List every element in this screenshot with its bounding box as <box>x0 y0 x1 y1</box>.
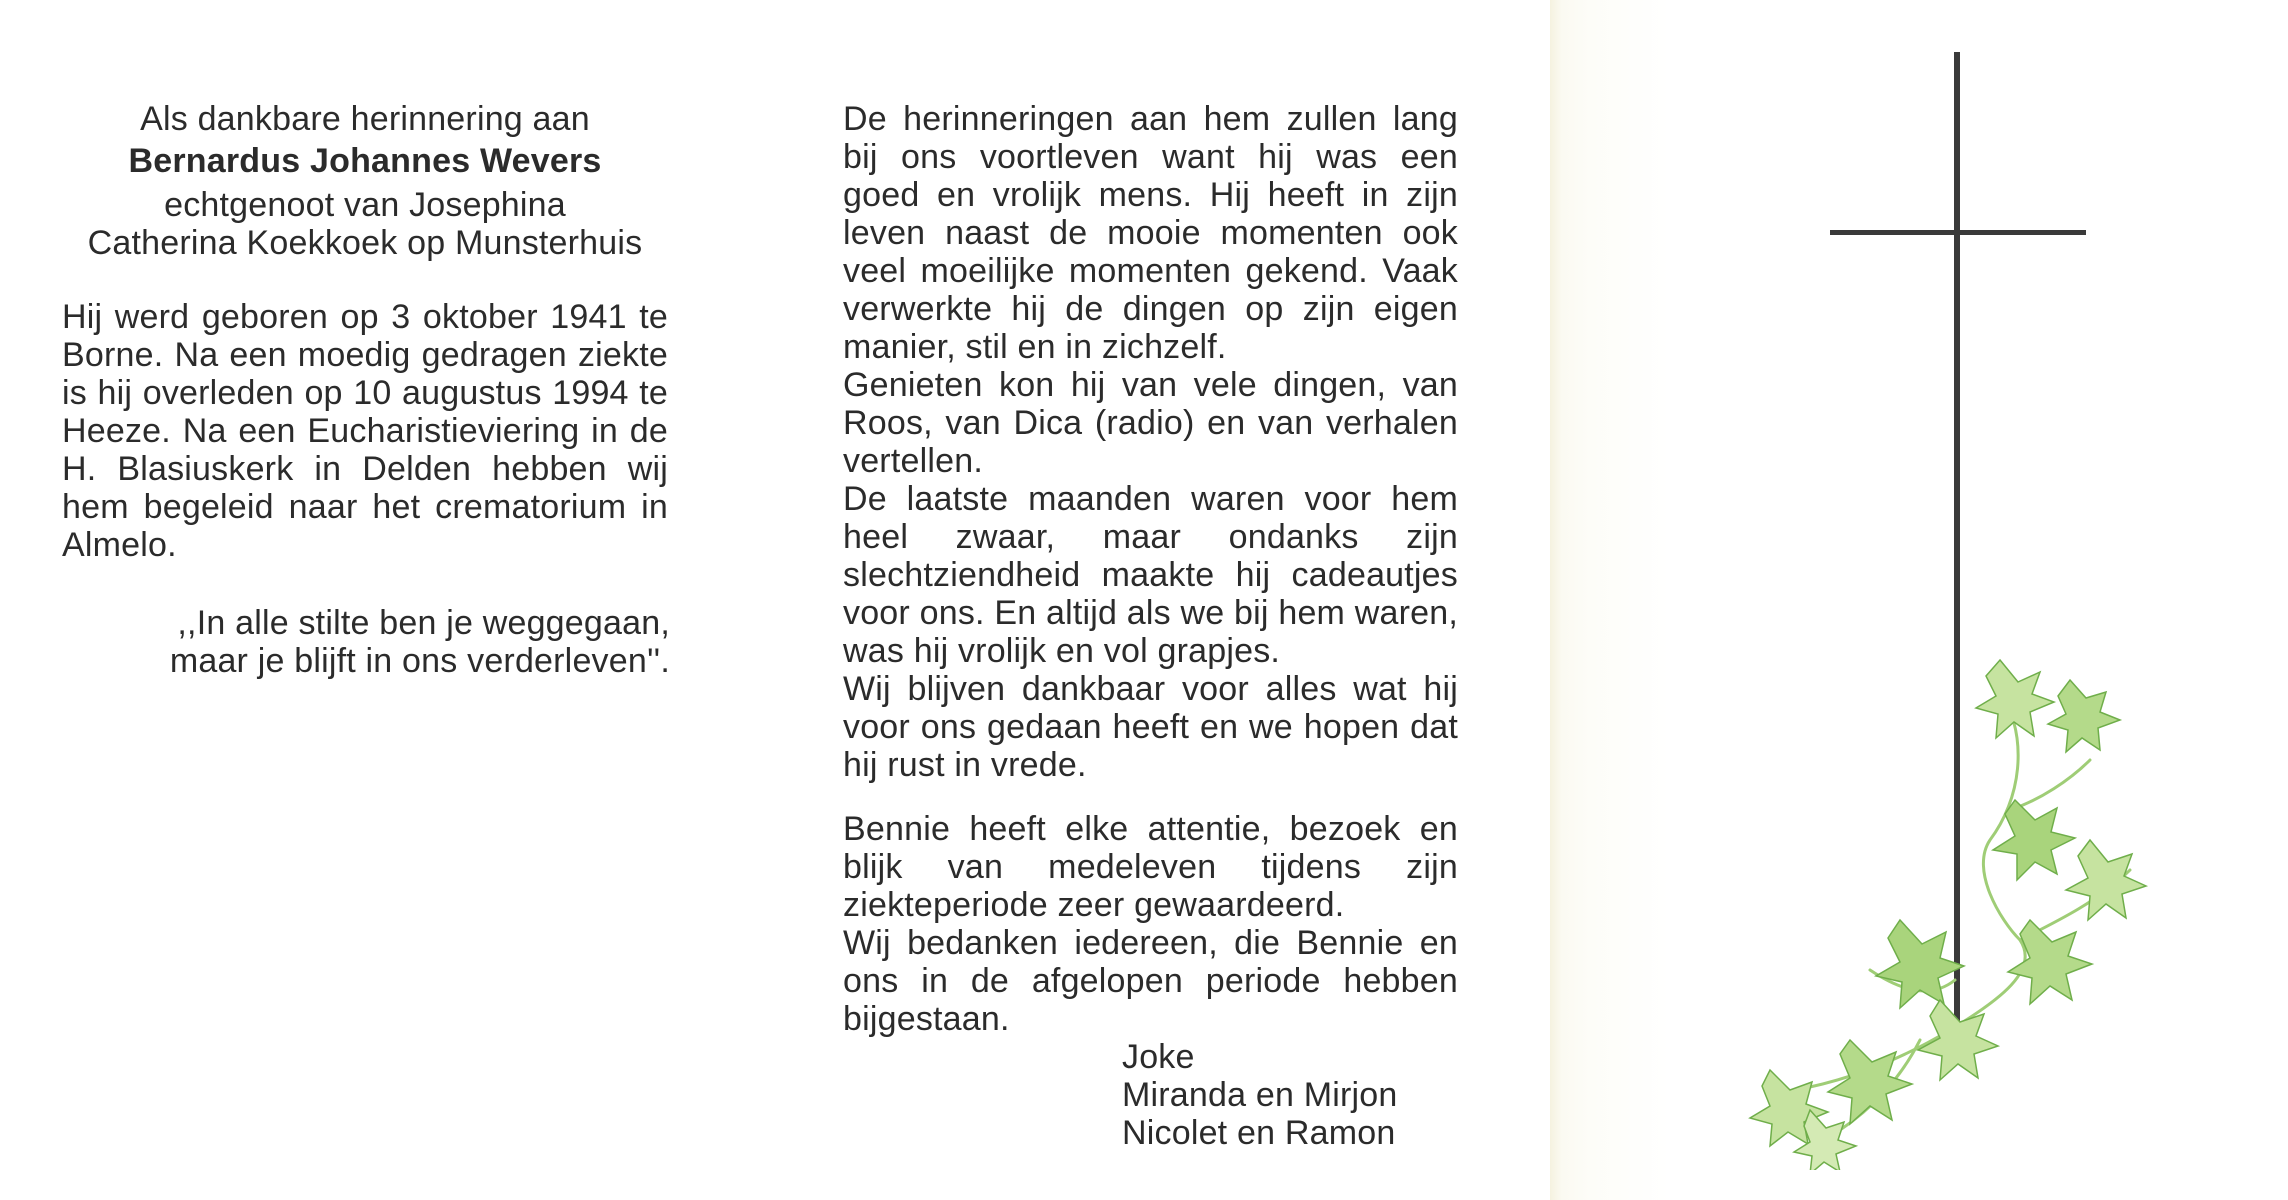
biography-paragraph: Hij werd geboren op 3 oktober 1941 te Borne. Na een moedig gedragen ziekte is hij overleden op 10 augustus 1994 te Heeze. Na een Eucharistieviering in de H. Blasiuskerk in Delden hebben wij hem begeleid naar het crematorium in Almelo. <box>62 298 668 564</box>
ivy-leaves-icon <box>1750 660 2146 1170</box>
spouse-line-1: echtgenoot van Josephina <box>164 186 566 224</box>
deceased-name: Bernardus Johannes Wevers <box>128 142 602 180</box>
thanks-paragraph: Bennie heeft elke attentie, bezoek en blijk van medeleven tijdens zijn ziekteperiode zeer gewaardeerd. <box>843 810 1458 924</box>
intro-heading: Als dankbare herinnering aan <box>140 100 590 138</box>
memories-paragraph: De herinneringen aan hem zullen lang bij ons voortleven want hij was een goed en vrolijk mens. Hij heeft in zijn leven naast de mooie momenten ook veel moeilijke momenten gekend. Vaak verwerkte hij de dingen op zijn eigen manier, stil en in zichzelf. <box>843 100 1458 366</box>
thanks-block <box>843 810 1458 1038</box>
quote-block <box>100 604 670 680</box>
cross-icon <box>1830 52 2086 1060</box>
cross-with-ivy-illustration <box>1700 40 2180 1170</box>
thanks-paragraph: Wij bedanken iedereen, die Bennie en ons in de afgelopen periode hebben bijgestaan. <box>843 924 1458 1038</box>
quote-line-1: ,,In alle stilte ben je weggegaan, <box>177 604 670 642</box>
spouse-line-2: Catherina Koekkoek op Munsterhuis <box>87 224 643 262</box>
memories-paragraph: Wij blijven dankbaar voor alles wat hij voor ons gedaan heeft en we hopen dat hij rust in vrede. <box>843 670 1458 784</box>
signoff-name-2: Miranda en Mirjon <box>1122 1076 1398 1114</box>
signoff-name-3: Nicolet en Ramon <box>1122 1114 1396 1152</box>
memories-block <box>843 100 1458 784</box>
memories-paragraph: De laatste maanden waren voor hem heel zwaar, maar ondanks zijn slechtziendheid maakte hij cadeautjes voor ons. En altijd als we bij hem waren, was hij vrolijk en vol grapjes. <box>843 480 1458 670</box>
signoff-block <box>1122 1038 1462 1152</box>
memories-paragraph: Genieten kon hij van vele dingen, van Roos, van Dica (radio) en van verhalen vertellen. <box>843 366 1458 480</box>
quote-line-2: maar je blijft in ons verderleven''. <box>169 642 670 680</box>
signoff-name-1: Joke <box>1122 1038 1195 1076</box>
left-panel <box>0 0 780 1200</box>
intro-block <box>60 100 670 262</box>
